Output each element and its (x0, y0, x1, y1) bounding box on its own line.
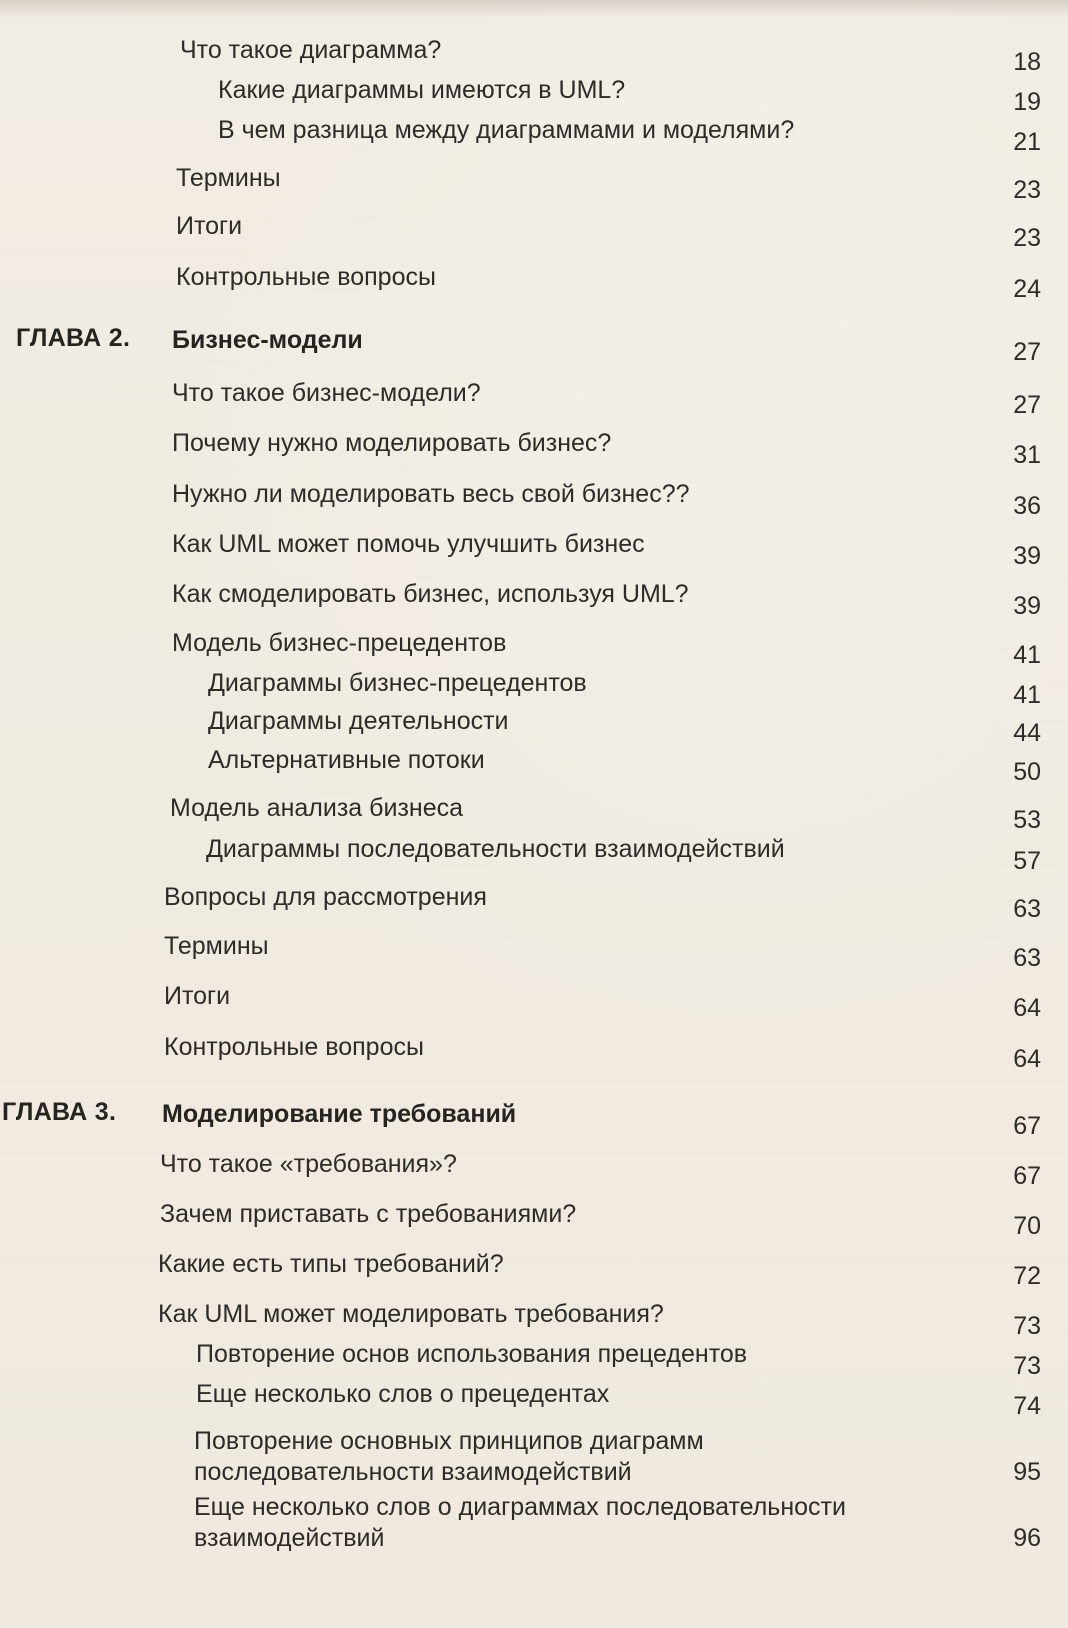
entry-title: Модель бизнес-прецедентов (172, 629, 507, 657)
entry-title: Еще несколько слов о диаграммах последовательности взаимодействий (194, 1493, 846, 1552)
dot-leader (757, 1339, 987, 1369)
dot-leader (597, 668, 987, 698)
dot-leader (526, 1099, 987, 1129)
page-number: 36 (1013, 492, 1041, 520)
chapter-entry (172, 324, 987, 368)
toc-entry (194, 1492, 987, 1556)
entry-title: Контрольные вопросы (164, 1033, 424, 1061)
toc-entry (164, 881, 987, 925)
toc-entry (164, 980, 987, 1024)
entry-title: Как смоделировать бизнес, используя UML? (172, 580, 689, 608)
page-number: 72 (1013, 1262, 1041, 1290)
entry-title: Альтернативные потоки (208, 746, 485, 774)
toc-row (0, 74, 1068, 118)
page-number: 23 (1013, 176, 1041, 204)
page-number: 27 (1013, 391, 1041, 419)
toc-chapter-row (0, 324, 1068, 368)
toc-entry (208, 744, 987, 788)
page-number: 27 (1013, 338, 1041, 366)
dot-leader (434, 1032, 987, 1062)
entry-title: Что такое бизнес-модели? (172, 379, 481, 407)
toc-row (0, 1298, 1068, 1342)
toc-row (0, 114, 1068, 158)
chapter-title: Моделирование требований (162, 1100, 517, 1128)
page-number: 70 (1013, 1212, 1041, 1240)
dot-leader (446, 262, 987, 292)
entry-title: В чем разница между диаграммами и моделями? (218, 116, 795, 144)
page-number: 95 (1013, 1458, 1041, 1486)
page-number: 67 (1013, 1112, 1041, 1140)
toc-entry (170, 792, 987, 836)
entry-title: Термины (164, 932, 269, 960)
page-number: 53 (1013, 806, 1041, 834)
toc-entry (194, 1426, 987, 1490)
dot-leader (655, 529, 987, 559)
toc-entry (180, 34, 987, 78)
dot-leader (291, 163, 987, 193)
toc-entry (218, 114, 987, 158)
toc-row (0, 744, 1068, 788)
toc-entry (160, 1148, 987, 1192)
page-number: 63 (1013, 944, 1041, 972)
chapter-entry (162, 1098, 987, 1142)
page-number: 31 (1013, 441, 1041, 469)
page-number: 50 (1013, 758, 1041, 786)
page-number: 74 (1013, 1392, 1041, 1420)
entry-title: Нужно ли моделировать весь свой бизнес?? (172, 480, 690, 508)
chapter-label: ГЛАВА 3. (2, 1098, 117, 1126)
page-number: 96 (1013, 1524, 1041, 1552)
page-number: 23 (1013, 224, 1041, 252)
dot-leader (491, 378, 987, 408)
entry-title: Какие есть типы требований? (158, 1250, 504, 1278)
dot-leader (699, 579, 987, 609)
dot-leader (373, 325, 987, 355)
toc-row (0, 792, 1068, 836)
dot-leader (279, 931, 987, 961)
toc-entry (172, 427, 987, 471)
dot-leader (944, 1528, 987, 1552)
page-number: 39 (1013, 542, 1041, 570)
toc-row (0, 162, 1068, 206)
toc-row (0, 881, 1068, 925)
dot-leader (514, 1249, 987, 1279)
dot-leader (635, 75, 987, 105)
toc-row (0, 980, 1068, 1024)
page-number: 39 (1013, 592, 1041, 620)
toc-row (0, 34, 1068, 78)
toc-entry (176, 162, 987, 206)
toc-entry (206, 833, 987, 877)
dot-leader (804, 115, 987, 145)
entry-title: Какие диаграммы имеются в UML? (218, 76, 626, 104)
page-number: 73 (1013, 1352, 1041, 1380)
dot-leader (451, 35, 987, 65)
page-number: 67 (1013, 1162, 1041, 1190)
toc-chapter-row (0, 1098, 1068, 1142)
entry-title: Еще несколько слов о прецедентах (196, 1380, 610, 1408)
toc-row (0, 1426, 1068, 1492)
toc-row (0, 1031, 1068, 1075)
page-number: 21 (1013, 128, 1041, 156)
dot-leader (619, 1379, 987, 1409)
dot-leader (944, 1462, 987, 1486)
page-number: 41 (1013, 641, 1041, 669)
entry-title: Диаграммы деятельности (208, 707, 509, 735)
toc-entry (164, 930, 987, 974)
page-number: 57 (1013, 847, 1041, 875)
entry-title: Как UML может помочь улучшить бизнес (172, 530, 645, 558)
toc-row (0, 1492, 1068, 1558)
entry-title: Вопросы для рассмотрения (164, 883, 487, 911)
entry-title: Модель анализа бизнеса (170, 794, 464, 822)
chapter-label: ГЛАВА 2. (16, 324, 131, 352)
entry-title: Диаграммы бизнес-прецедентов (208, 669, 587, 697)
toc-entry (218, 74, 987, 118)
entry-title: Что такое «требования»? (160, 1150, 457, 1178)
dot-leader (621, 428, 987, 458)
dot-leader (795, 834, 987, 864)
entry-title: Почему нужно моделировать бизнес? (172, 429, 612, 457)
toc-row (0, 627, 1068, 671)
toc-row (0, 210, 1068, 254)
toc-entry (176, 261, 987, 305)
toc-row (0, 1198, 1068, 1242)
page-number: 64 (1013, 1045, 1041, 1073)
toc-entry (172, 478, 987, 522)
page-number: 44 (1013, 719, 1041, 747)
toc-row (0, 261, 1068, 305)
toc-row (0, 377, 1068, 421)
entry-title: Что такое диаграмма? (180, 36, 442, 64)
entry-title: Зачем приставать с требованиями? (160, 1200, 577, 1228)
page-number: 64 (1013, 994, 1041, 1022)
page-number: 63 (1013, 895, 1041, 923)
toc-entry (196, 1338, 987, 1382)
toc-entry (160, 1198, 987, 1242)
dot-leader (586, 1199, 987, 1229)
toc-row (0, 833, 1068, 877)
toc-entry (176, 210, 987, 254)
toc-entry (172, 528, 987, 572)
page-number: 18 (1013, 48, 1041, 76)
chapter-title: Бизнес-модели (172, 326, 363, 354)
dot-leader (674, 1299, 987, 1329)
dot-leader (495, 745, 987, 775)
dot-leader (497, 882, 987, 912)
entry-title: Диаграммы последовательности взаимодействий (206, 835, 785, 863)
dot-leader (252, 211, 987, 241)
entry-title: Контрольные вопросы (176, 263, 436, 291)
entry-title: Термины (176, 164, 281, 192)
entry-title: Как UML может моделировать требования? (158, 1300, 664, 1328)
toc-entry (196, 1378, 987, 1422)
toc-row (0, 578, 1068, 622)
entry-title: Итоги (176, 212, 243, 240)
dot-leader (516, 628, 987, 658)
toc-entry (158, 1298, 987, 1342)
dot-leader (519, 706, 987, 736)
toc-row (0, 528, 1068, 572)
page-number: 41 (1013, 681, 1041, 709)
page-number: 73 (1013, 1312, 1041, 1340)
toc-entry (208, 705, 987, 749)
toc-entry (172, 377, 987, 421)
toc-row (0, 427, 1068, 471)
toc-entry (172, 578, 987, 622)
toc-row (0, 1148, 1068, 1192)
dot-leader (700, 479, 987, 509)
page-number: 19 (1013, 88, 1041, 116)
toc-entry (158, 1248, 987, 1292)
toc-row (0, 930, 1068, 974)
toc-row (0, 1378, 1068, 1422)
dot-leader (473, 793, 987, 823)
entry-title: Повторение основ использования прецедентов (196, 1340, 748, 1368)
dot-leader (467, 1149, 987, 1179)
toc-entry (172, 627, 987, 671)
toc-row (0, 1248, 1068, 1292)
toc-entry (164, 1031, 987, 1075)
entry-title: Повторение основных принципов диаграмм последовательности взаимодействий (194, 1427, 704, 1486)
toc-row (0, 478, 1068, 522)
toc-row (0, 1338, 1068, 1382)
page-number: 24 (1013, 275, 1041, 303)
toc-row (0, 705, 1068, 749)
entry-title: Итоги (164, 982, 231, 1010)
dot-leader (240, 981, 987, 1011)
